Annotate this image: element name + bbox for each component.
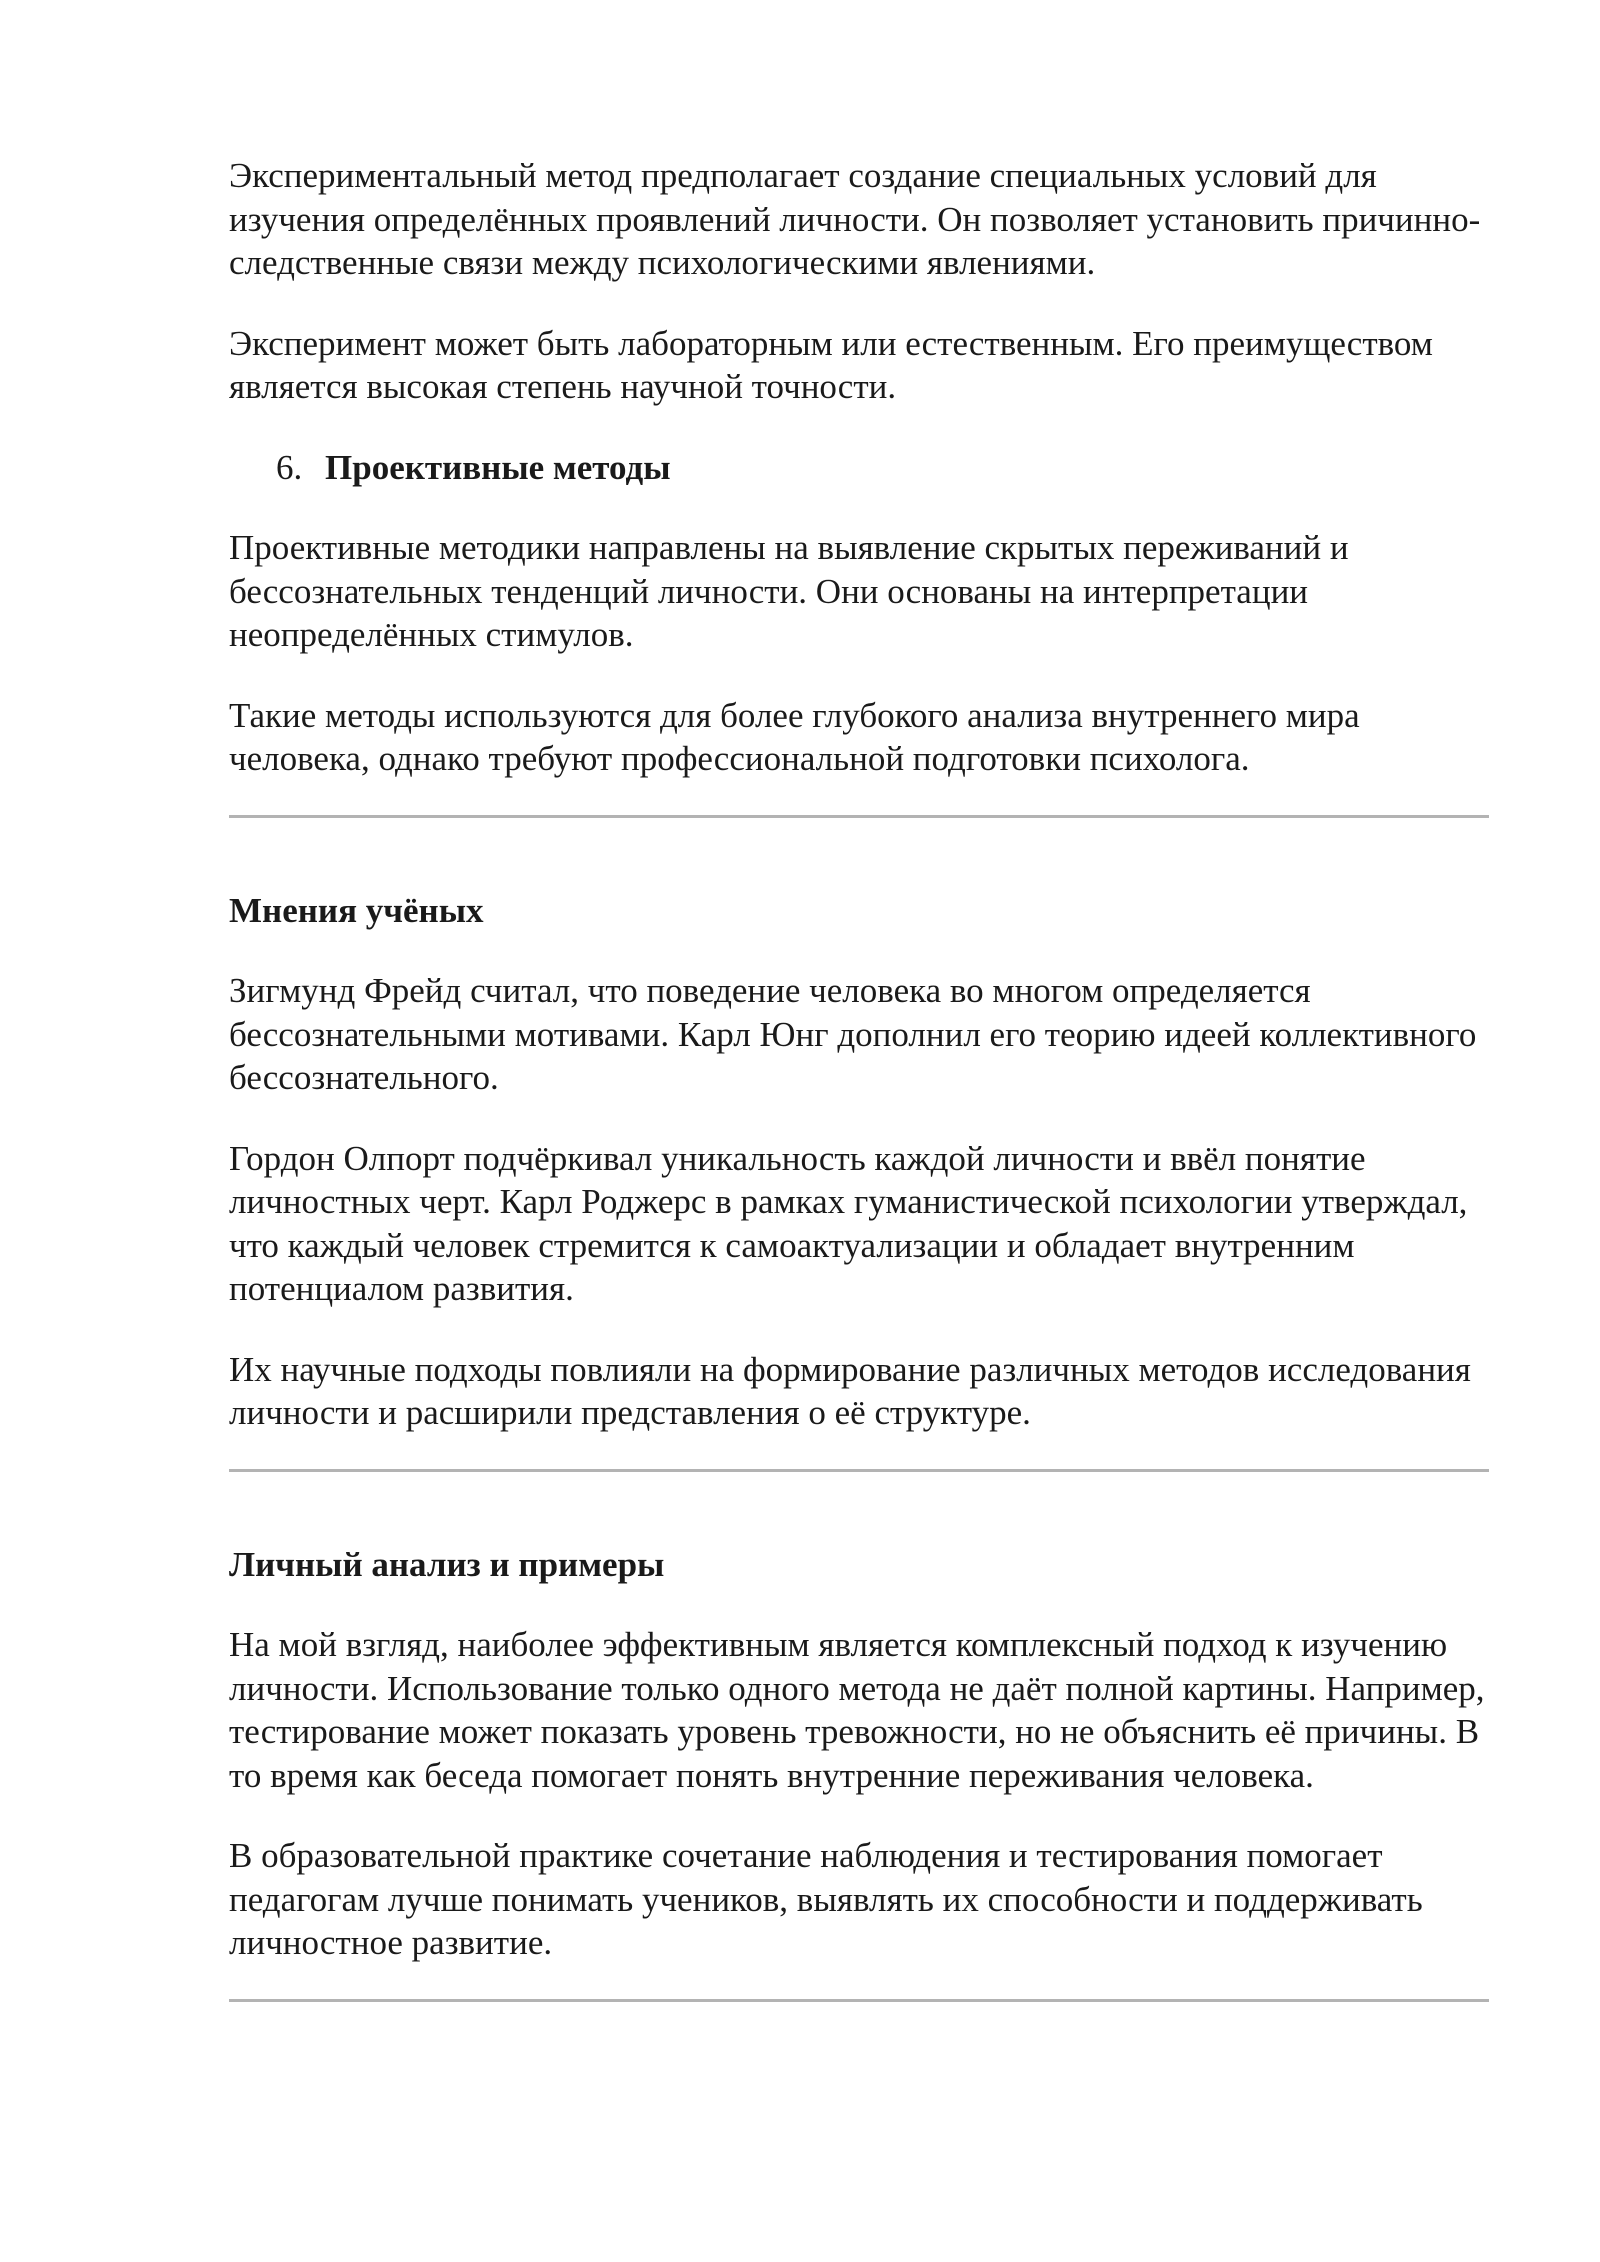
opinions-paragraph-2: Гордон Олпорт подчёркивал уникальность каждой личности и ввёл понятие личностных черт. Карл Роджерс в рамках гуманистической психологии утверждал, что каждый человек стремится к самоактуализации и обладает внутренним потенциалом развития. — [229, 1138, 1468, 1308]
opinions-heading: Мнения учёных — [229, 890, 484, 930]
document-page — [229, 0, 1489, 2002]
list-item-number: 6. — [276, 447, 303, 487]
projective-paragraph-2: Такие методы используются для более глубокого анализа внутреннего мира человека, однако требуют профессиональной подготовки психолога. — [229, 695, 1360, 778]
opinions-paragraph-1: Зигмунд Фрейд считал, что поведение человека во многом определяется бессознательными мотивами. Карл Юнг дополнил его теорию идеей коллективного бессознательного. — [229, 971, 1477, 1097]
opinions-paragraph-3: Их научные подходы повлияли на формирование различных методов исследования личности и расширили представления о её структуре. — [229, 1349, 1471, 1432]
list-item-projective-methods — [229, 446, 1489, 490]
analysis-heading: Личный анализ и примеры — [229, 1544, 665, 1584]
list-item-title: Проективные методы — [325, 447, 671, 487]
analysis-paragraph-1: На мой взгляд, наиболее эффективным является комплексный подход к изучению личности. Использование только одного метода не даёт полной картины. Например, тестирование может показать уровень тревожности, но не объяснить её причины. В то время как беседа помогает понять внутренние переживания человека. — [229, 1625, 1485, 1795]
experimental-paragraph-1: Экспериментальный метод предполагает создание специальных условий для изучения определённых проявлений личности. Он позволяет установить причинно-следственные связи между психологическими явлениями. — [229, 156, 1481, 282]
experimental-paragraph-2: Эксперимент может быть лабораторным или естественным. Его преимуществом является высокая степень научной точности. — [229, 323, 1433, 406]
analysis-paragraph-2: В образовательной практике сочетание наблюдения и тестирования помогает педагогам лучше понимать учеников, выявлять их способности и поддерживать личностное развитие. — [229, 1836, 1423, 1962]
section-divider — [229, 1999, 1489, 2002]
projective-paragraph-1: Проективные методики направлены на выявление скрытых переживаний и бессознательных тенденций личности. Они основаны на интерпретации неопределённых стимулов. — [229, 528, 1349, 654]
